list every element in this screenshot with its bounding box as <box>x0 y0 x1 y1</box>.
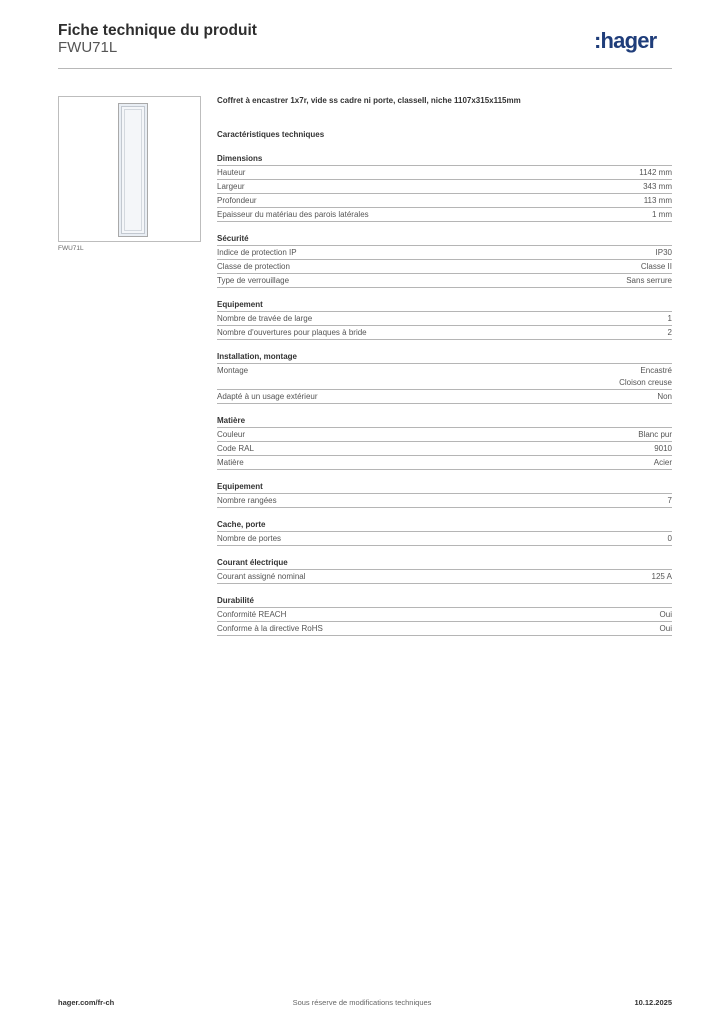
image-caption: FWU71L <box>58 245 84 252</box>
spec-row <box>217 442 672 456</box>
spec-label: Conformité REACH <box>217 610 287 619</box>
spec-value-line: 7 <box>667 496 672 505</box>
spec-row <box>217 456 672 470</box>
spec-row <box>217 622 672 636</box>
spec-label: Indice de protection IP <box>217 248 297 257</box>
spec-row <box>217 364 672 390</box>
section-title: Cache, porte <box>217 520 672 532</box>
footer-disclaimer: Sous réserve de modifications techniques <box>292 998 432 1007</box>
spec-label: Largeur <box>217 182 245 191</box>
spec-value-line: Acier <box>653 458 672 467</box>
spec-value <box>660 623 672 635</box>
spec-value <box>639 167 672 179</box>
spec-label: Adapté à un usage extérieur <box>217 392 318 401</box>
spec-value-line: 0 <box>667 534 672 543</box>
spec-value-line: Classe II <box>640 262 672 271</box>
header-divider <box>58 68 672 69</box>
spec-row <box>217 180 672 194</box>
spec-row <box>217 326 672 340</box>
spec-value <box>668 533 672 545</box>
page-title: Fiche technique du produit <box>58 22 257 39</box>
spec-value <box>643 181 672 193</box>
spec-value-line: 1142 mm <box>639 168 672 177</box>
spec-label: Hauteur <box>217 168 246 177</box>
spec-sections <box>217 154 672 636</box>
spec-value-line: Sans serrure <box>626 276 672 285</box>
spec-label: Montage <box>217 366 249 375</box>
spec-value-line: 1 mm <box>652 210 672 219</box>
spec-row <box>217 532 672 546</box>
spec-value <box>660 609 672 621</box>
spec-row <box>217 494 672 508</box>
section-title: Durabilité <box>217 596 672 608</box>
spec-value-line: Blanc pur <box>638 430 672 439</box>
spec-row <box>217 260 672 274</box>
footer-website-link[interactable]: hager.com/fr-ch <box>58 998 115 1007</box>
spec-row <box>217 194 672 208</box>
spec-label: Epaisseur du matériau des parois latérales <box>217 210 369 219</box>
section-title: Dimensions <box>217 154 672 166</box>
spec-value <box>652 571 672 583</box>
spec-value <box>668 313 672 325</box>
spec-value-line: Non <box>657 392 672 401</box>
spec-value-line: 113 mm <box>643 196 672 205</box>
section-title: Equipement <box>217 300 672 312</box>
spec-row <box>217 208 672 222</box>
spec-value <box>638 429 672 441</box>
spec-row <box>217 390 672 404</box>
spec-value <box>652 209 672 221</box>
spec-value <box>619 365 672 389</box>
spec-row <box>217 312 672 326</box>
spec-label: Conforme à la directive RoHS <box>217 624 323 633</box>
spec-value-line: 2 <box>667 328 672 337</box>
spec-row <box>217 246 672 260</box>
footer-date: 10.12.2025 <box>634 998 672 1007</box>
spec-value-line: IP30 <box>655 248 672 257</box>
spec-value <box>657 391 672 403</box>
section-title: Courant électrique <box>217 558 672 570</box>
spec-value <box>641 261 672 273</box>
spec-label: Courant assigné nominal <box>217 572 306 581</box>
spec-value-line: 9010 <box>654 444 672 453</box>
spec-value <box>626 275 672 287</box>
spec-label: Couleur <box>217 430 246 439</box>
spec-value-line: Oui <box>659 610 672 619</box>
spec-row <box>217 428 672 442</box>
spec-value-line: Cloison creuse <box>619 378 672 387</box>
spec-value <box>654 443 672 455</box>
spec-content <box>217 96 672 636</box>
spec-label: Matière <box>217 458 244 467</box>
spec-value-line: 343 mm <box>643 182 672 191</box>
spec-row <box>217 570 672 584</box>
section-title: Installation, montage <box>217 352 672 364</box>
spec-value-line: Encastré <box>640 366 672 375</box>
spec-label: Profondeur <box>217 196 257 205</box>
hager-logo[interactable]: :hager <box>594 28 657 53</box>
spec-label: Nombre de travée de large <box>217 314 313 323</box>
spec-label: Type de verrouillage <box>217 276 290 285</box>
spec-value-line: 1 <box>667 314 672 323</box>
spec-value <box>656 247 672 259</box>
spec-row <box>217 166 672 180</box>
spec-value <box>644 195 672 207</box>
spec-value <box>668 495 672 507</box>
specs-heading: Caractéristiques techniques <box>217 130 325 139</box>
cabinet-illustration <box>118 103 148 237</box>
spec-value <box>668 327 672 339</box>
spec-label: Nombre d'ouvertures pour plaques à bride <box>217 328 367 337</box>
spec-label: Nombre de portes <box>217 534 282 543</box>
spec-label: Code RAL <box>217 444 254 453</box>
product-description: Coffret à encastrer 1x7r, vide ss cadre ni porte, classeII, niche 1107x315x115mm <box>217 96 521 105</box>
spec-row <box>217 274 672 288</box>
section-title: Sécurité <box>217 234 672 246</box>
spec-value-line: Oui <box>659 624 672 633</box>
spec-label: Nombre rangées <box>217 496 277 505</box>
product-reference: FWU71L <box>58 39 118 56</box>
spec-value-line: 125 A <box>651 572 672 581</box>
product-image <box>58 96 201 242</box>
spec-value <box>654 457 672 469</box>
spec-label: Classe de protection <box>217 262 290 271</box>
spec-row <box>217 608 672 622</box>
section-title: Equipement <box>217 482 672 494</box>
section-title: Matière <box>217 416 672 428</box>
